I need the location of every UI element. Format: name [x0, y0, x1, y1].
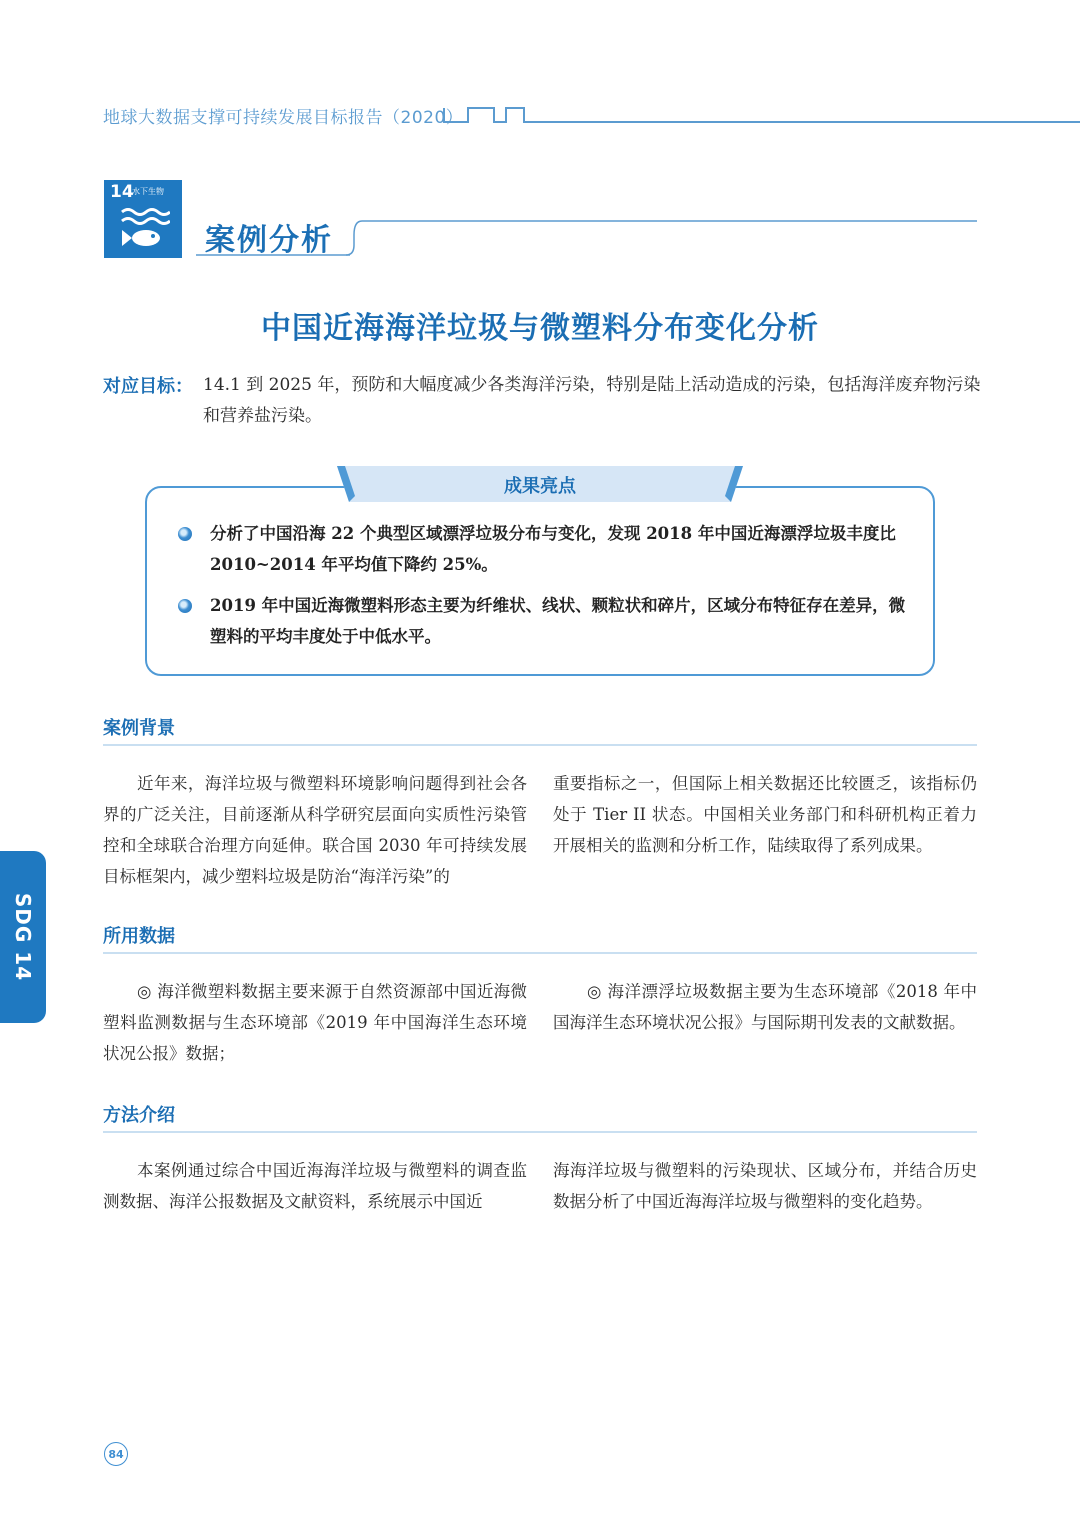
sdg-badge-number: 14 — [110, 182, 134, 202]
sdg-14-badge — [104, 180, 182, 258]
bullet-icon — [178, 599, 192, 613]
bullet-icon — [178, 527, 192, 541]
background-text-left: 近年来，海洋垃圾与微塑料环境影响问题得到社会各界的广泛关注，目前逐渐从科学研究层面向实质性污染管控和全球联合治理方向延伸。联合国 2030 年可持续发展目标框架内，减少塑料垃圾是防治“海洋污染”的 — [103, 774, 527, 886]
target-label: 对应目标： — [103, 376, 193, 397]
sdg-badge-name: 水下生物 — [132, 187, 164, 196]
data-text-left: ◎ 海洋微塑料数据主要来源于自然资源部中国近海微塑料监测数据与生态环境部《2019 年中国海洋生态环境状况公报》数据； — [103, 982, 527, 1063]
method-text-right: 海海洋垃圾与微塑料的污染现状、区域分布，并结合历史数据分析了中国近海海洋垃圾与微塑料的变化趋势。 — [553, 1161, 977, 1211]
page-title: 中国近海海洋垃圾与微塑料分布变化分析 — [261, 311, 819, 346]
page-number: 84 — [104, 1442, 128, 1466]
report-header-title: 地球大数据支撑可持续发展目标报告（2020） — [103, 108, 464, 128]
fish-waves-icon — [118, 206, 170, 252]
header-decorative-line — [440, 100, 1080, 130]
section-title-data: 所用数据 — [103, 926, 175, 947]
method-text-left: 本案例通过综合中国近海海洋垃圾与微塑料的调查监测数据、海洋公报数据及文献资料，系统展示中国近 — [103, 1161, 527, 1211]
section-divider — [103, 952, 977, 954]
section-divider — [103, 744, 977, 746]
sdg-side-tab-label — [0, 851, 46, 1023]
section-title-background: 案例背景 — [103, 718, 175, 739]
side-tab-text: SDG 14 — [11, 892, 35, 982]
section-title-method: 方法介绍 — [103, 1105, 175, 1126]
data-text-right: ◎ 海洋漂浮垃圾数据主要为生态环境部《2018 年中国海洋生态环境状况公报》与国际期刊发表的文献数据。 — [553, 982, 977, 1032]
highlights-title: 成果亮点 — [504, 476, 576, 497]
background-text-right: 重要指标之一，但国际上相关数据还比较匮乏，该指标仍处于 Tier II 状态。中国相关业务部门和科研机构正着力开展相关的监测和分析工作，陆续取得了系列成果。 — [553, 774, 977, 855]
highlight-item-1: 分析了中国沿海 22 个典型区域漂浮垃圾分布与变化，发现 2018 年中国近海漂浮垃圾丰度比 2010~2014 年平均值下降约 25%。 — [210, 524, 896, 574]
section-divider — [103, 1131, 977, 1133]
highlight-item-2: 2019 年中国近海微塑料形态主要为纤维状、线状、颗粒状和碎片，区域分布特征存在差异，微塑料的平均丰度处于中低水平。 — [210, 596, 906, 646]
case-section-label: 案例分析 — [205, 223, 333, 258]
target-text: 14.1 到 2025 年，预防和大幅度减少各类海洋污染，特别是陆上活动造成的污染，包括海洋废弃物污染和营养盐污染。 — [203, 375, 981, 426]
